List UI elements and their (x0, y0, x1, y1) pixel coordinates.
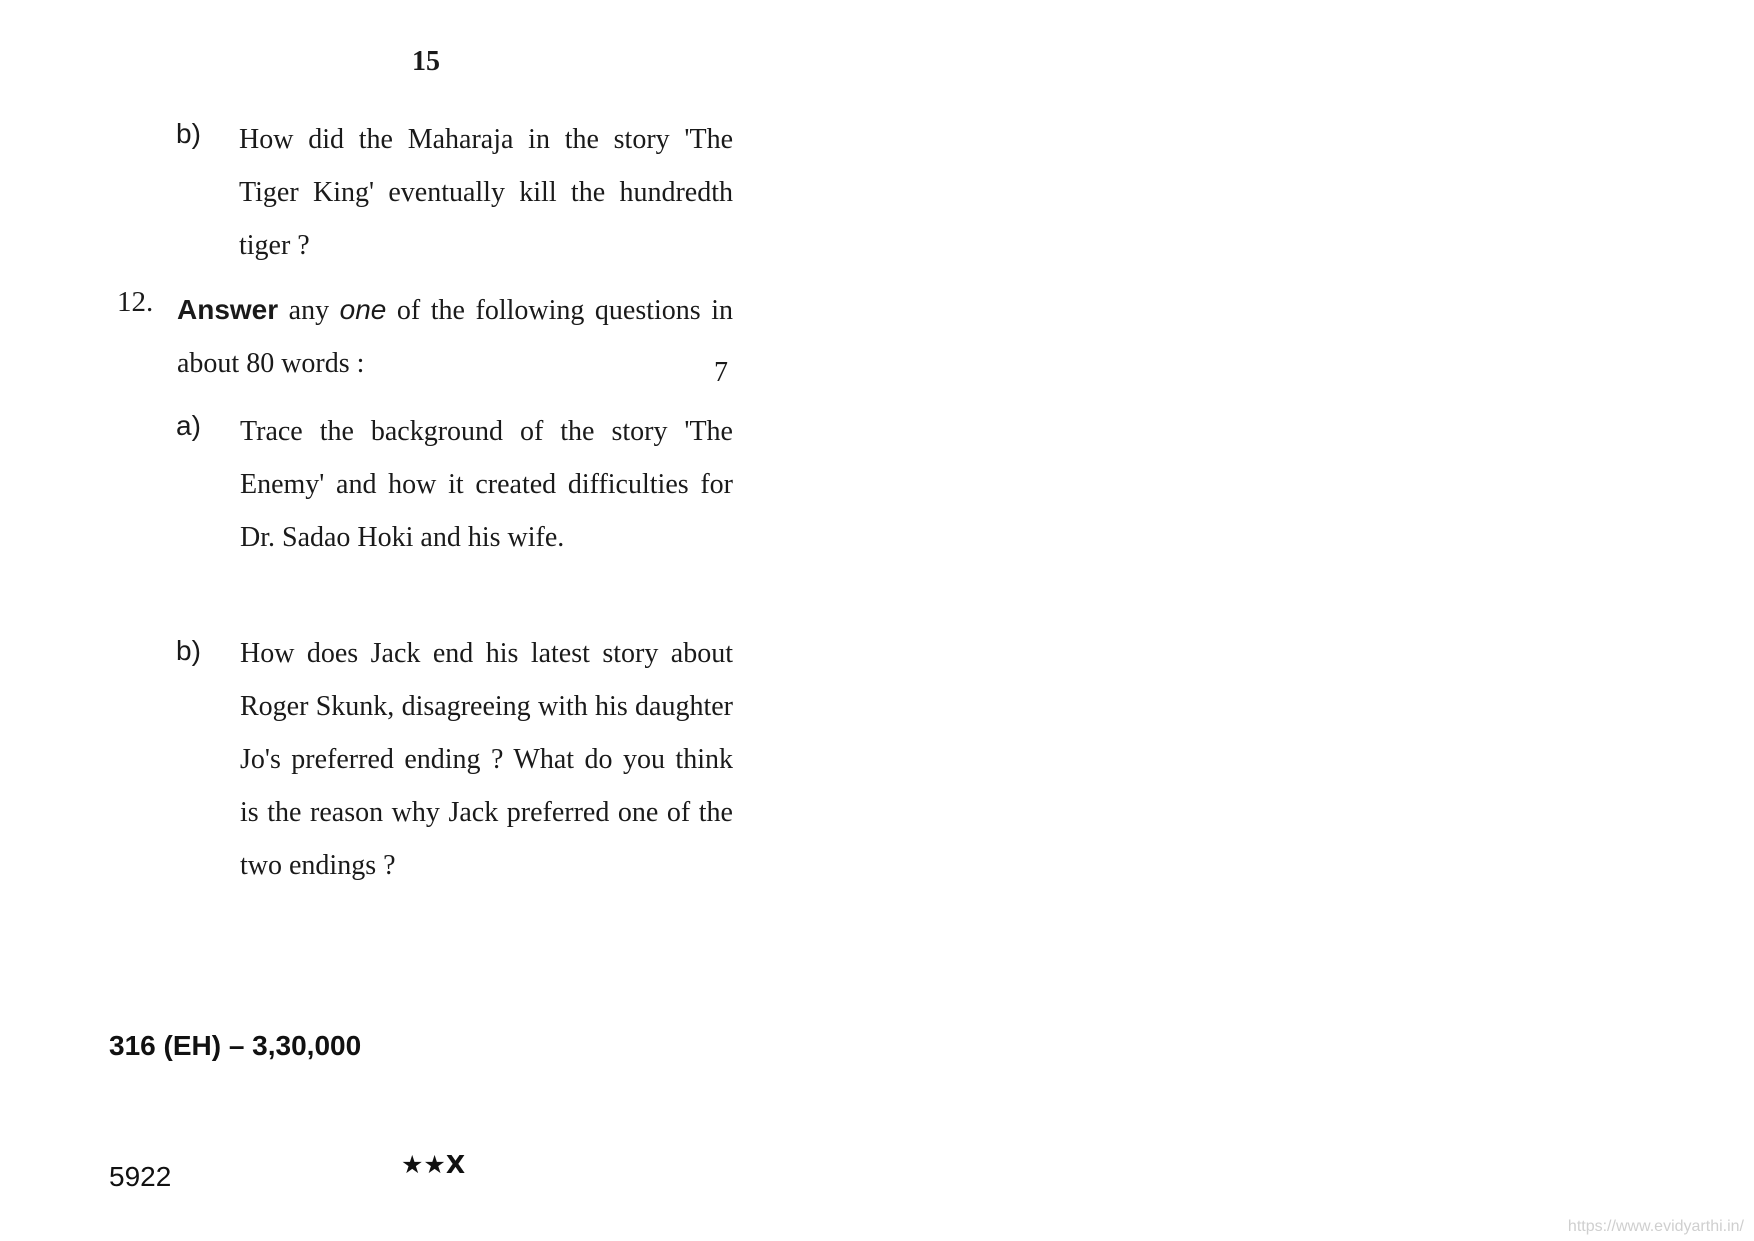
instruction-one: one (339, 294, 387, 325)
question-12-number: 12. (117, 286, 154, 318)
star-marks: ★★X (401, 1150, 466, 1179)
question-12-instruction (177, 283, 733, 390)
question-12b-text: How does Jack end his latest story about Roger Skunk, disagreeing with his daughter Jo's preferred ending ? What do you think is the reason why Jack preferred one of the two endings ? (240, 638, 733, 881)
question-11b-text: How did the Maharaja in the story 'The Tiger King' eventually kill the hundredth tiger ? (239, 124, 733, 261)
watermark-url: https://www.evidyarthi.in/ (1567, 1218, 1744, 1235)
question-12a-text: Trace the background of the story 'The Enemy' and how it created difficulties for Dr. Sadao Hoki and his wife. (240, 416, 733, 553)
question-11b-label: b) (176, 118, 201, 149)
question-12b-label: b) (176, 635, 201, 666)
page-number: 15 (412, 46, 440, 77)
instruction-any: any (278, 295, 340, 326)
question-12a-label: a) (176, 410, 201, 441)
question-12-marks: 7 (714, 357, 728, 388)
instruction-rest: of the following questions in about 80 words : (177, 295, 733, 379)
serial-number: 5922 (109, 1161, 172, 1192)
paper-code: 316 (EH) – 3,30,000 (109, 1030, 362, 1061)
instruction-answer: Answer (177, 294, 279, 325)
